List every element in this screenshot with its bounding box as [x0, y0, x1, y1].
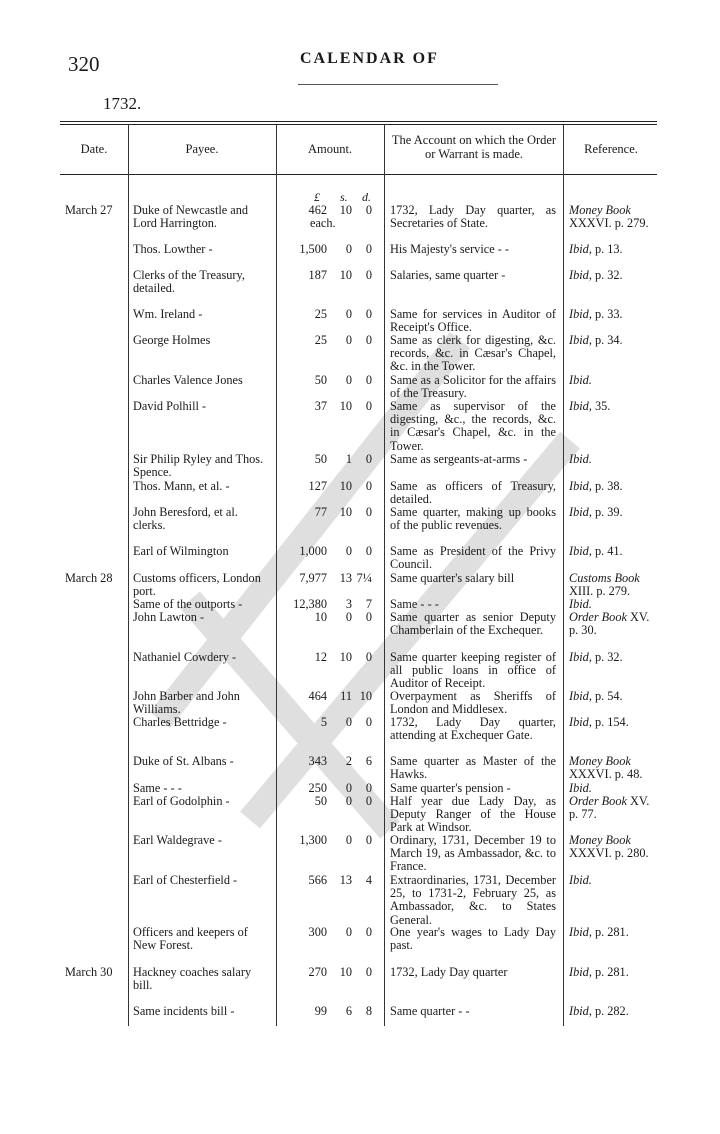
amount-shillings: 6: [345, 1004, 352, 1018]
reference-page: , p. 38.: [588, 479, 623, 493]
reference-book: Ibid: [569, 479, 589, 493]
reference-page: , p. 39.: [588, 505, 623, 519]
row-payee: John Lawton -: [133, 610, 205, 624]
amount-pounds: 12,380: [293, 597, 327, 611]
row-payee: Hackney coaches salary bill.: [133, 965, 252, 993]
amount-shillings: 0: [345, 715, 352, 729]
amount-pounds: 464: [308, 689, 327, 703]
row-date: March 27: [65, 203, 113, 217]
row-account: Same for services in Auditor of Receipt's Office.: [390, 307, 556, 335]
pence-header: d.: [362, 190, 371, 204]
row-reference: [569, 690, 657, 703]
amount-pounds: 50: [314, 373, 327, 387]
row-account: Same quarter's pension -: [390, 781, 511, 795]
amount-shillings: 1: [345, 452, 352, 466]
amount-pence: 6: [365, 754, 372, 768]
reference-book: Ibid: [569, 715, 589, 729]
reference-book: Ibid: [569, 505, 589, 519]
amount-shillings: 3: [345, 597, 352, 611]
reference-page: , p. 32.: [588, 268, 623, 282]
row-account: Same as a Solicitor for the affairs of the Treasury.: [390, 373, 556, 401]
row-amount: [282, 308, 378, 336]
amount-shillings: 0: [345, 833, 352, 847]
amount-pounds: 187: [308, 268, 327, 282]
amount-pence: 10: [359, 689, 372, 703]
amount-shillings: 10: [339, 479, 352, 493]
row-reference: [569, 453, 657, 466]
reference-page: XXXVI. p. 48.: [569, 767, 643, 782]
row-reference: [569, 400, 657, 413]
amount-pounds: 5: [320, 715, 327, 729]
reference-book: Ibid.: [569, 781, 592, 795]
amount-pounds: 250: [308, 781, 327, 795]
row-payee: Same of the outports -: [133, 597, 243, 611]
amount-pence: 0: [365, 373, 372, 387]
row-amount: [282, 874, 378, 902]
amount-shillings: 10: [339, 650, 352, 664]
row-reference: [569, 572, 657, 598]
reference-page: XV. p. 77.: [569, 794, 650, 822]
amount-pence: 0: [365, 505, 372, 519]
reference-book: Ibid: [569, 333, 589, 347]
header-reference: Reference.: [584, 142, 638, 156]
row-amount: [282, 204, 378, 232]
amount-pence: 0: [365, 925, 372, 939]
row-reference: [569, 204, 657, 230]
reference-page: , p. 41.: [588, 544, 623, 558]
reference-page: , p. 54.: [588, 689, 623, 703]
row-account: His Majesty's service - -: [390, 242, 510, 256]
amount-shillings: 10: [339, 268, 352, 282]
reference-page: , 35.: [588, 399, 611, 413]
reference-book: Money Book: [569, 203, 631, 217]
row-reference: [569, 966, 657, 979]
column-rule: [384, 124, 385, 1026]
row-payee: Sir Philip Ryley and Thos. Spence.: [133, 452, 264, 480]
row-account: Same as clerk for digesting, &c. records, &c. in Cæsar's Chapel, &c. in the Tower.: [390, 333, 556, 374]
row-reference: [569, 374, 657, 387]
row-amount: [282, 611, 378, 639]
row-account: Same quarter, making up books of the public revenues.: [390, 505, 556, 533]
amount-shillings: 10: [339, 399, 352, 413]
amount-pounds: 77: [314, 505, 327, 519]
amount-shillings: 0: [345, 242, 352, 256]
amount-pounds: 50: [314, 452, 327, 466]
amount-pence: 0: [365, 307, 372, 321]
amount-pounds: 1,000: [299, 544, 327, 558]
row-payee: Clerks of the Treasury, detailed.: [133, 268, 245, 296]
amount-pounds: 37: [314, 399, 327, 413]
reference-book: Ibid: [569, 650, 589, 664]
amount-shillings: 11: [340, 689, 352, 703]
reference-page: , p. 32.: [588, 650, 623, 664]
row-payee: Thos. Lowther -: [133, 242, 213, 256]
amount-pounds: 462: [308, 203, 327, 217]
row-account: One year's wages to Lady Day past.: [390, 925, 556, 953]
row-amount: [282, 1005, 378, 1033]
amount-pounds: 12: [314, 650, 327, 664]
row-reference: [569, 795, 657, 821]
column-rule: [563, 124, 564, 1026]
row-account: Same quarter keeping register of all public loans in office of Auditor of Receipt.: [390, 650, 556, 691]
amount-pence: 0: [365, 399, 372, 413]
amount-pence: 0: [365, 650, 372, 664]
amount-pence: 0: [365, 794, 372, 808]
row-payee: Officers and keepers of New Forest.: [133, 925, 248, 953]
row-reference: [569, 243, 657, 256]
amount-pence: 4: [365, 873, 372, 887]
header-payee: Payee.: [185, 142, 219, 156]
row-amount: [282, 716, 378, 744]
row-amount: [282, 966, 378, 994]
row-reference: [569, 334, 657, 347]
reference-page: XXXVI. p. 279.: [569, 216, 649, 231]
amount-pounds: 270: [308, 965, 327, 979]
amount-pence: 0: [365, 203, 372, 217]
column-rule: [276, 124, 277, 1026]
reference-page: , p. 33.: [588, 307, 623, 321]
row-account: 1732, Lady Day quarter: [390, 965, 508, 979]
reference-page: , p. 34.: [588, 333, 623, 347]
reference-page: , p. 154.: [588, 715, 629, 729]
table-top-rule-2: [60, 124, 657, 125]
row-amount: [282, 651, 378, 679]
row-amount: [282, 243, 378, 271]
row-payee: David Polhill -: [133, 399, 207, 413]
reference-book: Ibid: [569, 925, 589, 939]
amount-pence: 0: [365, 268, 372, 282]
amount-pounds: 1,300: [299, 833, 327, 847]
row-account: Extraordinaries, 1731, December 25, to 1731-2, February 25, as Ambassador, &c. to States General.: [390, 873, 556, 927]
amount-shillings: 0: [345, 781, 352, 795]
row-account: Half year due Lady Day, as Deputy Ranger of the House Park at Windsor.: [390, 794, 556, 835]
reference-book: Ibid.: [569, 452, 592, 466]
amount-pence: 0: [365, 715, 372, 729]
amount-shillings: 13: [339, 571, 352, 585]
row-amount: [282, 269, 378, 297]
row-payee: Wm. Ireland -: [133, 307, 203, 321]
amount-shillings: 0: [345, 794, 352, 808]
row-payee: Earl of Godolphin -: [133, 794, 230, 808]
amount-shillings: 0: [345, 610, 352, 624]
amount-pence: 0: [365, 781, 372, 795]
amount-pence: 0: [365, 452, 372, 466]
row-payee: Same incidents bill -: [133, 1004, 235, 1018]
row-date: March 30: [65, 965, 113, 979]
reference-book: Ibid.: [569, 597, 592, 611]
row-reference: [569, 874, 657, 887]
row-payee: John Barber and John Williams.: [133, 689, 240, 717]
reference-book: Ibid: [569, 307, 589, 321]
row-amount: [282, 795, 378, 823]
row-reference: [569, 755, 657, 781]
amount-pence: 0: [365, 610, 372, 624]
row-account: Overpayment as Sheriffs of London and Middlesex.: [390, 689, 556, 717]
row-payee: Earl Waldegrave -: [133, 833, 222, 847]
amount-pounds: 1,500: [299, 242, 327, 256]
amount-shillings: 0: [345, 333, 352, 347]
row-payee: Charles Valence Jones: [133, 373, 243, 387]
reference-book: Ibid: [569, 544, 589, 558]
row-reference: [569, 834, 657, 860]
row-account: Same as officers of Treasury, detailed.: [390, 479, 556, 507]
row-amount: [282, 334, 378, 362]
row-amount: [282, 572, 378, 600]
amount-pence: 0: [365, 333, 372, 347]
row-amount: [282, 834, 378, 862]
reference-book: Order Book: [569, 610, 627, 624]
pounds-header: £: [314, 190, 320, 204]
row-account: Ordinary, 1731, December 19 to March 19, as Ambassador, &c. to France.: [390, 833, 556, 874]
row-amount: [282, 453, 378, 481]
row-reference: [569, 269, 657, 282]
shillings-header: s.: [340, 190, 348, 204]
header-amount: Amount.: [307, 142, 353, 156]
amount-shillings: 10: [339, 203, 352, 217]
row-payee: Nathaniel Cowdery -: [133, 650, 237, 664]
header-bottom-rule: [60, 174, 657, 175]
amount-shillings: 0: [345, 925, 352, 939]
header-account: The Account on which the Order or Warrant is made.: [391, 133, 557, 161]
amount-shillings: 0: [345, 373, 352, 387]
row-account: Same quarter - -: [390, 1004, 470, 1018]
row-amount: [282, 374, 378, 402]
row-account: Same as supervisor of the digesting, &c., the records, &c. in Cæsar's Chapel, &c. in the Tower.: [390, 399, 556, 453]
row-payee: Thos. Mann, et al. -: [133, 479, 230, 493]
row-reference: [569, 611, 657, 637]
row-amount: [282, 400, 378, 428]
amount-pence: 8: [365, 1004, 372, 1018]
row-payee: John Beresford, et al. clerks.: [133, 505, 238, 533]
reference-book: Ibid.: [569, 373, 592, 387]
row-account: 1732, Lady Day quarter, attending at Exchequer Gate.: [390, 715, 556, 743]
reference-book: Ibid: [569, 689, 589, 703]
row-payee: Earl of Chesterfield -: [133, 873, 238, 887]
row-reference: [569, 308, 657, 321]
row-amount: [282, 926, 378, 954]
amount-pounds: 25: [314, 333, 327, 347]
amount-pence: 0: [365, 479, 372, 493]
reference-book: Customs Book: [569, 571, 640, 585]
amount-pence: 0: [365, 544, 372, 558]
title-rule: [298, 84, 498, 85]
amount-pounds: 50: [314, 794, 327, 808]
amount-pounds: 566: [308, 873, 327, 887]
row-amount: [282, 755, 378, 783]
amount-pounds: 25: [314, 307, 327, 321]
amount-pence: 0: [365, 242, 372, 256]
reference-page: , p. 282.: [588, 1004, 629, 1018]
row-account: Same - - -: [390, 597, 439, 611]
amount-pence: 0: [365, 833, 372, 847]
reference-page: , p. 281.: [588, 965, 629, 979]
row-account: Same quarter as senior Deputy Chamberlain of the Exchequer.: [390, 610, 556, 638]
reference-page: XV. p. 30.: [569, 610, 650, 638]
amount-pence: 0: [365, 965, 372, 979]
row-amount: [282, 506, 378, 534]
amount-pounds: 343: [308, 754, 327, 768]
row-payee: Duke of Newcastle and Lord Harrington.: [133, 203, 249, 231]
amount-pounds: 7,977: [299, 571, 327, 585]
year-heading: 1732.: [103, 94, 142, 113]
reference-page: XXXVI. p. 280.: [569, 846, 649, 861]
amount-shillings: 13: [339, 873, 352, 887]
running-title: CALENDAR OF: [300, 50, 439, 67]
reference-page: , p. 13.: [588, 242, 623, 256]
row-reference: [569, 716, 657, 729]
row-payee: Earl of Wilmington: [133, 544, 229, 558]
reference-book: Ibid.: [569, 873, 592, 887]
reference-book: Money Book: [569, 833, 631, 847]
row-amount: [282, 690, 378, 718]
row-reference: [569, 1005, 657, 1018]
reference-page: , p. 281.: [588, 925, 629, 939]
row-amount: [282, 480, 378, 508]
amount-shillings: 10: [339, 965, 352, 979]
row-account: Same quarter as Master of the Hawks.: [390, 754, 556, 782]
amount-pounds: 127: [308, 479, 327, 493]
row-reference: [569, 545, 657, 558]
row-payee: Customs officers, London port.: [133, 571, 261, 599]
amount-shillings: 2: [345, 754, 352, 768]
row-reference: [569, 651, 657, 664]
amount-shillings: 0: [345, 307, 352, 321]
row-payee: Charles Bettridge -: [133, 715, 227, 729]
row-reference: [569, 480, 657, 493]
row-reference: [569, 506, 657, 519]
row-amount: [282, 545, 378, 573]
reference-book: Ibid: [569, 242, 589, 256]
row-payee: George Holmes: [133, 333, 211, 347]
amount-shillings: 10: [339, 505, 352, 519]
row-account: 1732, Lady Day quarter, as Secretaries of State.: [390, 203, 556, 231]
row-account: Same as sergeants-at-arms -: [390, 452, 528, 466]
row-payee: Duke of St. Albans -: [133, 754, 234, 768]
table-top-rule: [60, 121, 657, 122]
amount-pence: 7: [365, 597, 372, 611]
reference-book: Ibid: [569, 1004, 589, 1018]
amount-shillings: 0: [345, 544, 352, 558]
row-reference: [569, 926, 657, 939]
reference-book: Money Book: [569, 754, 631, 768]
reference-book: Ibid: [569, 965, 589, 979]
amount-note: each.: [310, 216, 336, 230]
row-date: March 28: [65, 571, 113, 585]
reference-book: Ibid: [569, 268, 589, 282]
header-date: Date.: [80, 142, 108, 156]
amount-pounds: 10: [314, 610, 327, 624]
amount-pounds: 300: [308, 925, 327, 939]
amount-pounds: 99: [314, 1004, 327, 1018]
reference-page: XIII. p. 279.: [569, 584, 631, 599]
row-account: Same quarter's salary bill: [390, 571, 515, 585]
row-payee: Same - - -: [133, 781, 182, 795]
row-account: Same as President of the Privy Council.: [390, 544, 556, 572]
page-number: 320: [68, 52, 100, 76]
reference-book: Order Book: [569, 794, 627, 808]
reference-book: Ibid: [569, 399, 589, 413]
amount-pence: 7¼: [356, 571, 372, 585]
row-account: Salaries, same quarter -: [390, 268, 506, 282]
